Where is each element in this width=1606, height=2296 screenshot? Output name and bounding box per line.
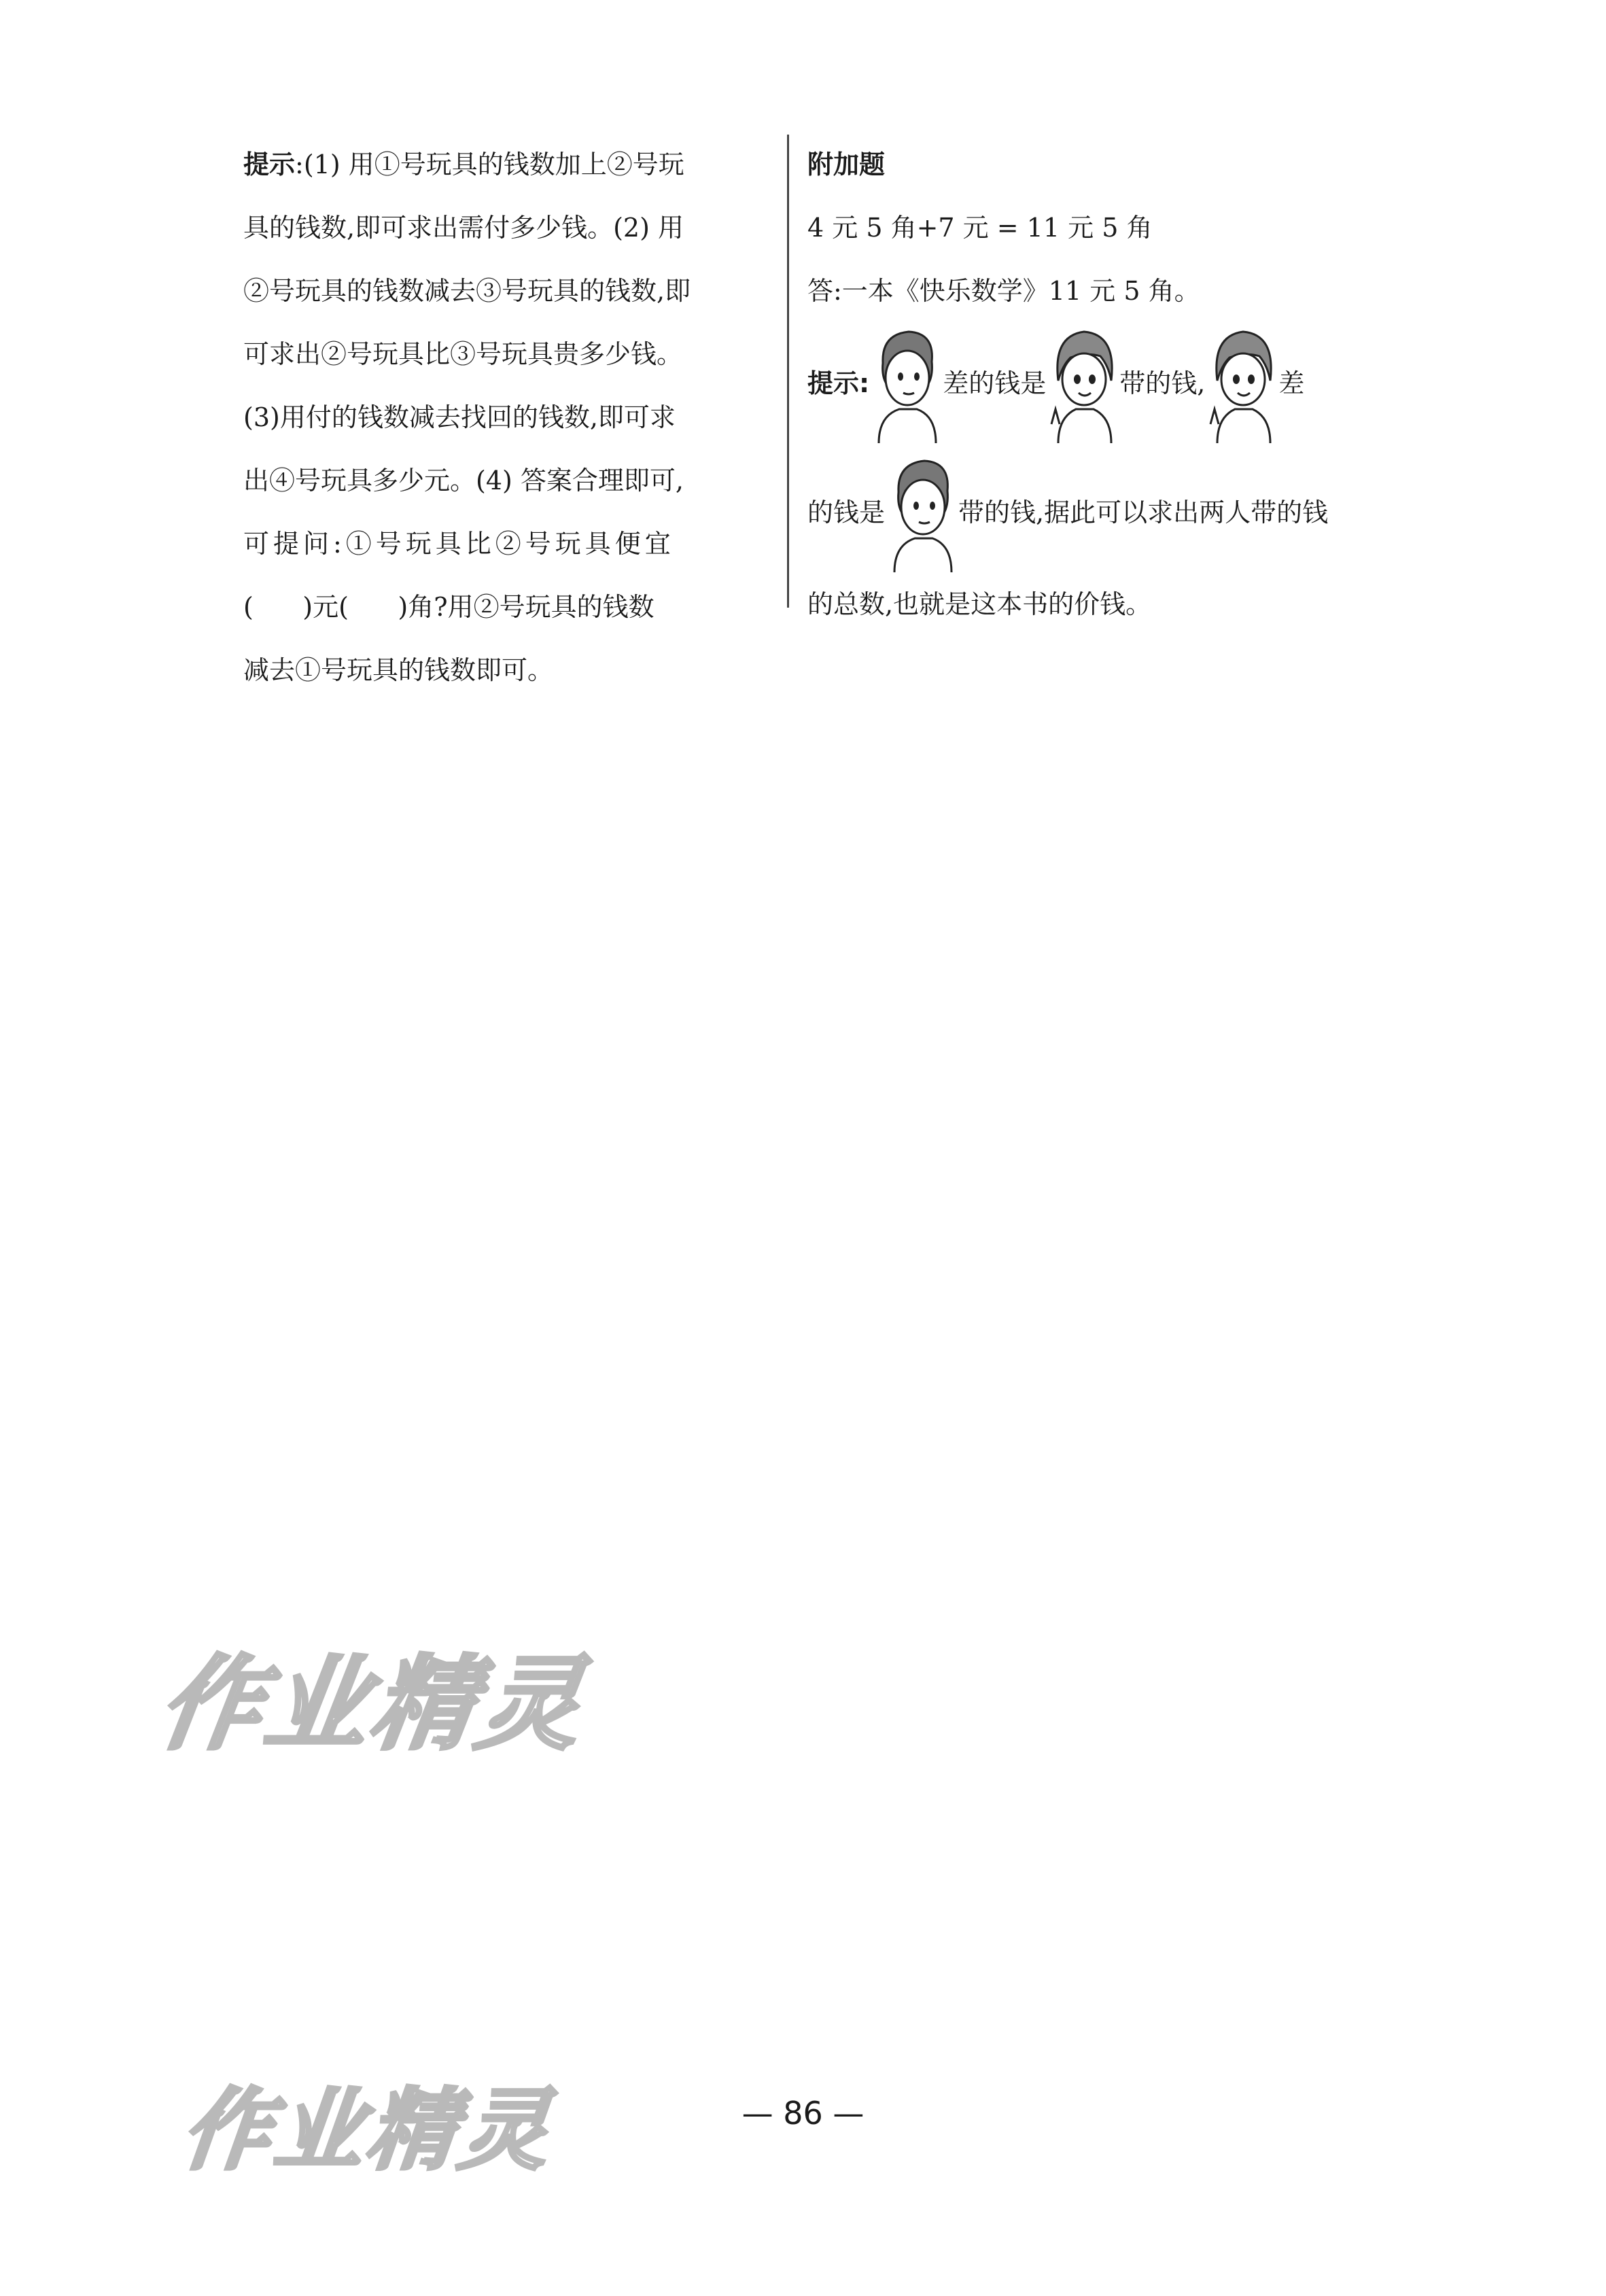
left-column <box>243 133 773 702</box>
extra-hint-label: 提示: <box>807 368 870 398</box>
hint-label: 提示 <box>243 150 296 179</box>
girl-icon <box>1046 322 1119 445</box>
boy-icon <box>885 451 958 574</box>
hint-line-7: 可提问:①号玩具比②号玩具便宜 <box>243 529 675 559</box>
hint-line-5: (3)用付的钱数减去找回的钱数,即可求 <box>243 402 676 432</box>
extra-hint-line-2: 的钱是 带的钱,据此可以求出两人带的钱 <box>807 448 1433 577</box>
girl-icon <box>1205 322 1278 445</box>
boy-icon <box>869 322 943 445</box>
extra-hint-line-3: 的总数,也就是这本书的价钱。 <box>807 589 1152 619</box>
extra-hint-line-1: 提示: 差的钱是 带的钱, 差 <box>807 319 1433 448</box>
extra-title: 附加题 <box>807 150 886 179</box>
page-number: — 86 — <box>741 2095 865 2132</box>
hint-line-3: ②号玩具的钱数减去③号玩具的钱数,即 <box>243 276 691 306</box>
hint-line-2: 具的钱数,即可求出需付多少钱。(2) 用 <box>243 213 684 243</box>
hint-line-1: 提示:(1) 用①号玩具的钱数加上②号玩 <box>243 150 684 179</box>
right-column <box>807 133 1433 636</box>
watermark-logo: 作业精灵 <box>177 2078 558 2182</box>
extra-equation: 4 元 5 角+7 元 = 11 元 5 角 <box>807 213 1153 243</box>
watermark-logo: 作业精灵 <box>152 1646 593 1764</box>
hint-line-8: ( )元( )角?用②号玩具的钱数 <box>243 592 654 622</box>
column-divider <box>787 135 789 608</box>
hint-line-6: 出④号玩具多少元。(4) 答案合理即可, <box>243 466 684 495</box>
hint-line-9: 减去①号玩具的钱数即可。 <box>243 655 554 685</box>
extra-answer: 答:一本《快乐数学》11 元 5 角。 <box>807 276 1200 306</box>
hint-line-4: 可求出②号玩具比③号玩具贵多少钱。 <box>243 339 683 369</box>
